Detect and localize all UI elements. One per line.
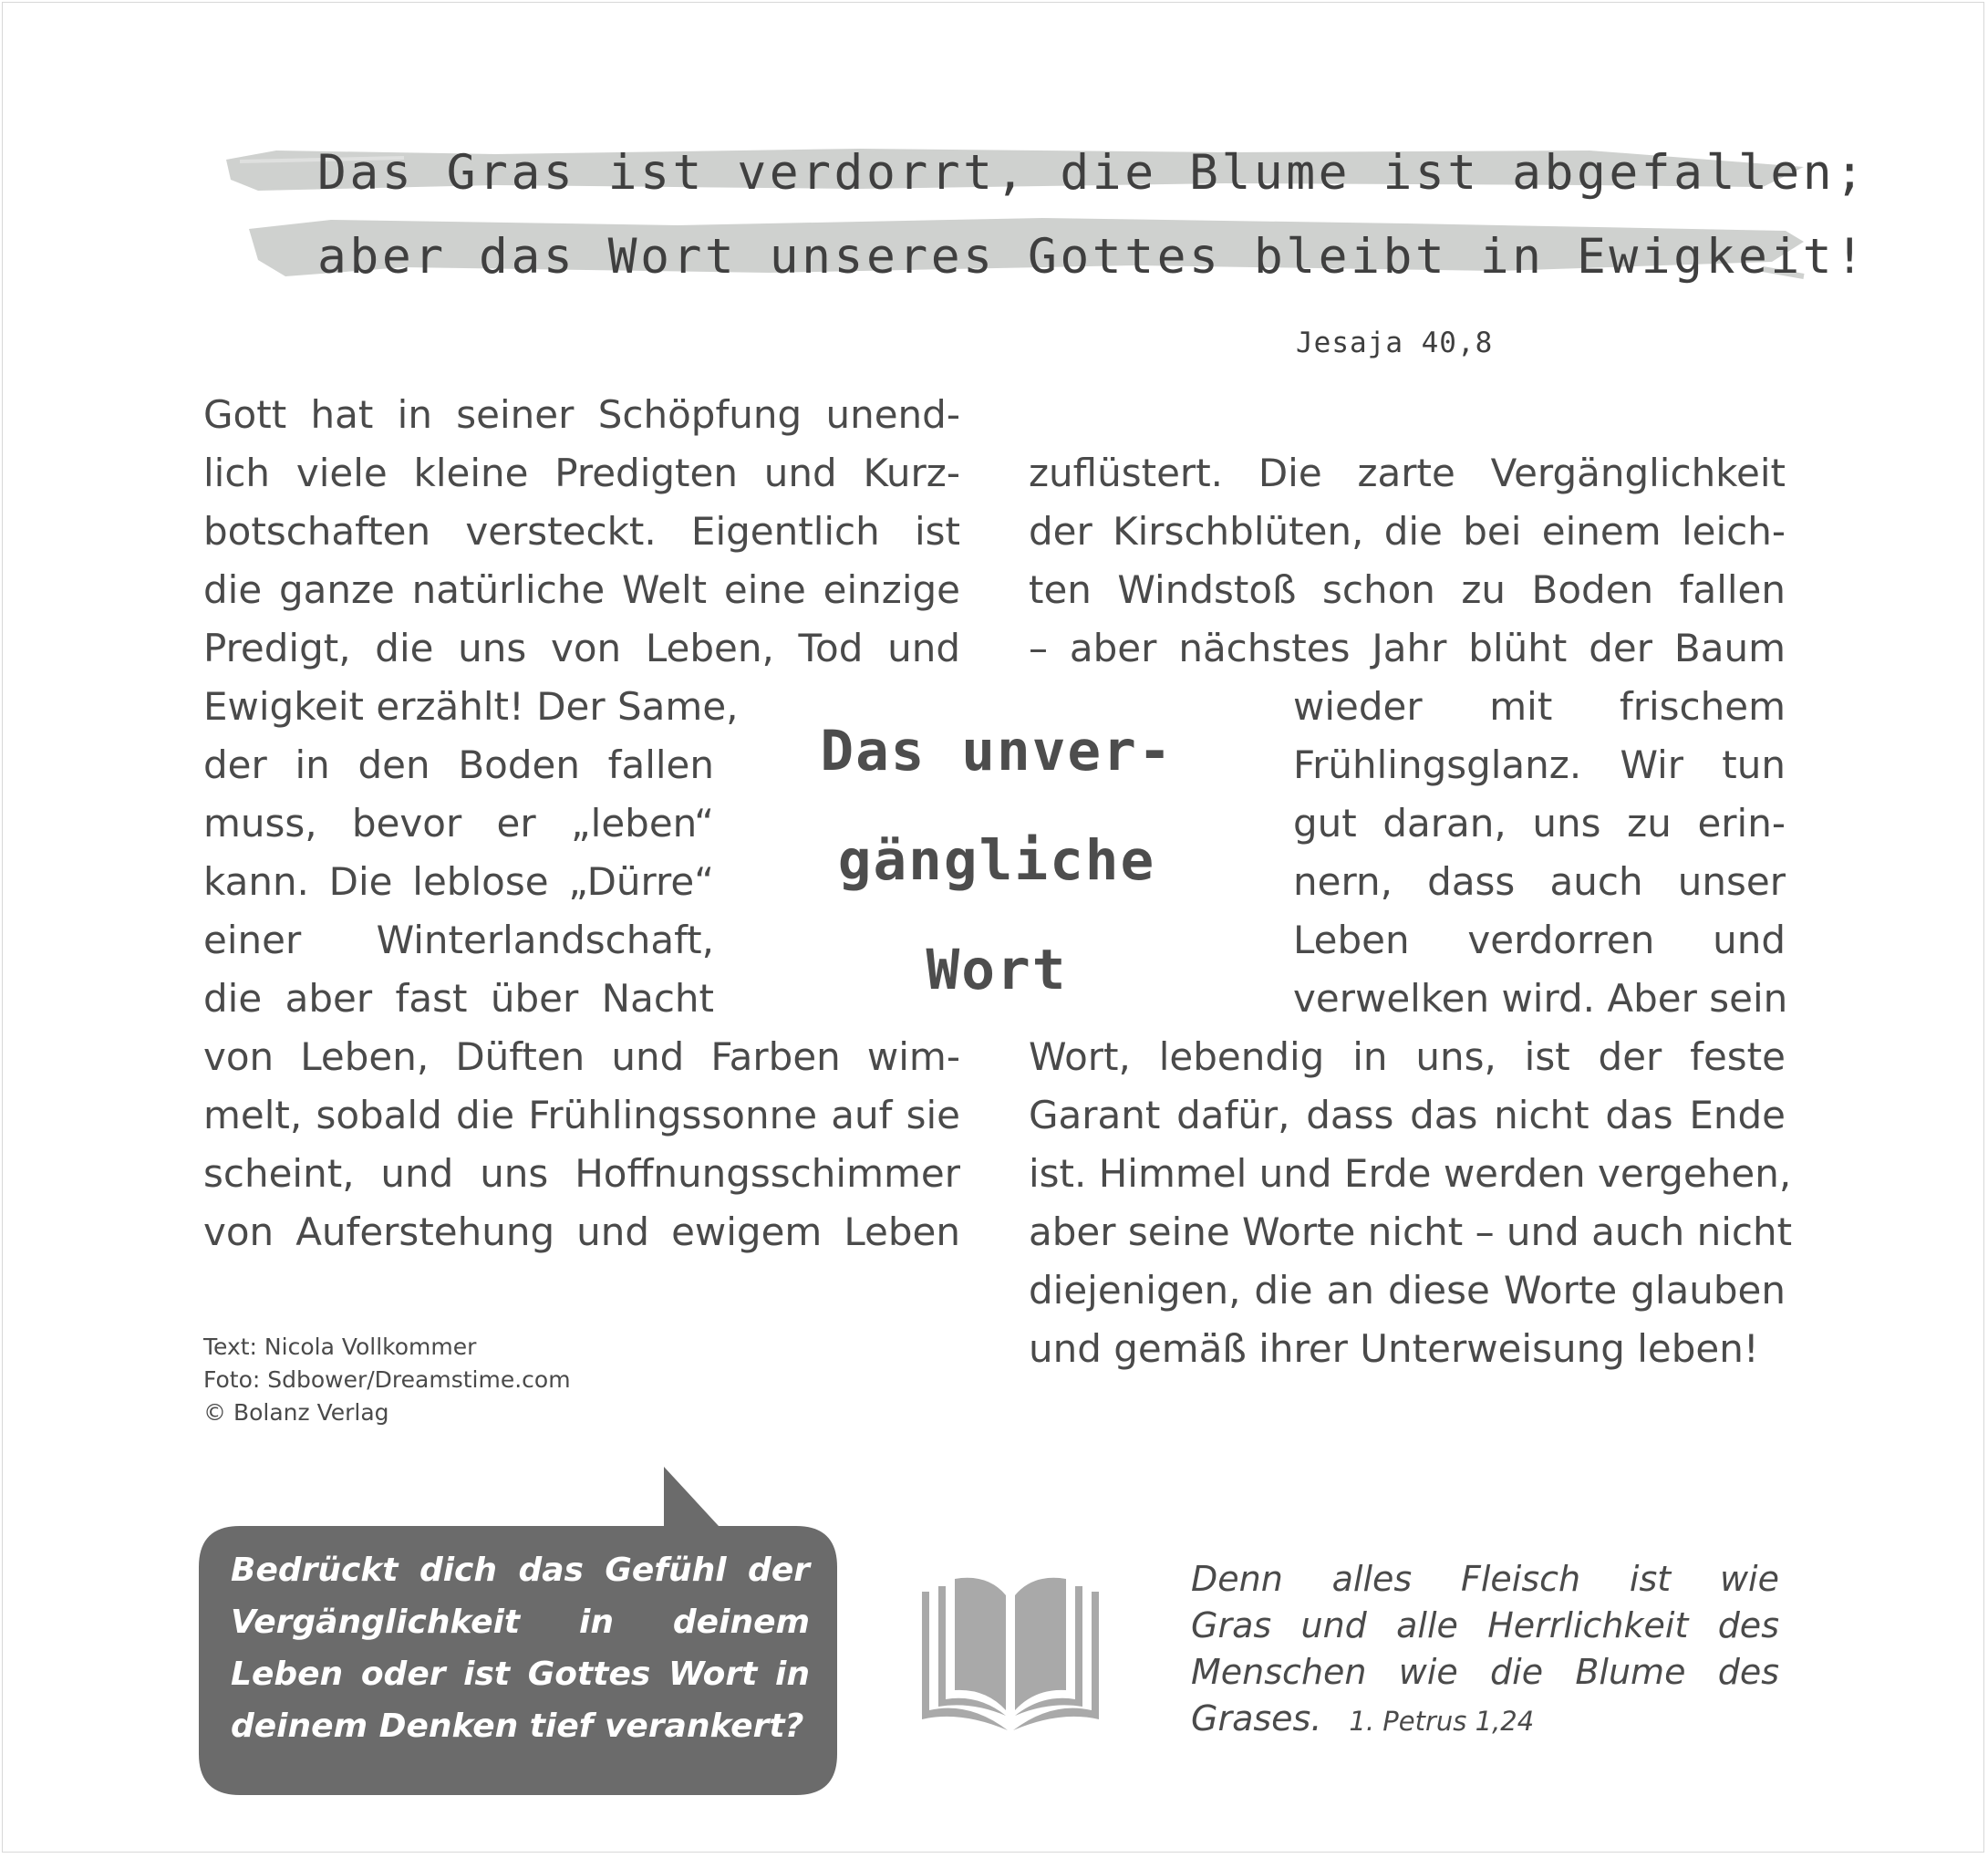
body-line: von Leben, Düften und Farben wim- (203, 1034, 960, 1079)
body-line: die aber fast über Nacht (203, 976, 714, 1021)
body-line: zuflüstert. Die zarte Vergänglichkeit (1029, 451, 1786, 495)
body-line: Predigt, die uns von Leben, Tod und (203, 626, 960, 670)
body-line: scheint, und uns Hoffnungsschimmer (203, 1151, 960, 1196)
body-line: die ganze natürliche Welt eine einzige (203, 567, 960, 612)
body-line: diejenigen, die an diese Worte glauben (1029, 1268, 1786, 1313)
body-line: und gemäß ihrer Unterweisung leben! (1029, 1326, 1759, 1371)
question-line: deinem Denken tief verankert? (231, 1707, 804, 1745)
quote-line: Menschen wie die Blume des (1191, 1652, 1779, 1692)
body-line: – aber nächstes Jahr blüht der Baum (1029, 626, 1786, 670)
question-line: Vergänglichkeit in deinem (231, 1604, 810, 1641)
body-line: Garant dafür, dass das nicht das Ende (1029, 1093, 1786, 1137)
body-line: Leben verdorren und (1293, 918, 1786, 962)
page (2, 2, 1984, 1853)
quote-line: Gras und alle Herrlichkeit des (1191, 1605, 1779, 1645)
quote-line: Denn alles Fleisch ist wie (1191, 1559, 1779, 1599)
verse-reference: Jesaja 40,8 (1296, 327, 1494, 359)
quote-last-line (1191, 1696, 1779, 1745)
body-line: melt, sobald die Frühlingssonne auf sie (203, 1093, 960, 1137)
body-line: einer Winterlandschaft, (203, 918, 714, 962)
credits (203, 1331, 571, 1429)
body-line: Ewigkeit erzählt! Der Same, (203, 684, 739, 729)
credit-text: Text: Nicola Vollkommer (203, 1334, 477, 1360)
body-line: botschaften versteckt. Eigentlich ist (203, 509, 960, 554)
body-line: Frühlingsglanz. Wir tun (1293, 742, 1786, 787)
title-line-1: Das unver- (820, 719, 1174, 784)
body-line: ten Windstoß schon zu Boden fallen (1029, 567, 1786, 612)
body-line: Wort, lebendig in uns, ist der feste (1029, 1034, 1786, 1079)
credit-copyright: © Bolanz Verlag (203, 1399, 389, 1426)
bible-quote (1191, 1556, 1779, 1745)
body-line: nern, dass auch unser (1293, 859, 1786, 904)
question-line: Bedrückt dich das Gefühl der (231, 1552, 810, 1589)
body-line: der Kirschblüten, die bei einem leich- (1029, 509, 1786, 554)
body-line: verwelken wird. Aber sein (1293, 976, 1788, 1021)
verse-line-2: aber das Wort unseres Gottes bleibt in Ewigkeit! (317, 229, 1868, 285)
title-line-2: gängliche (837, 828, 1156, 893)
reflection-question (231, 1544, 810, 1752)
body-line: wieder mit frischem (1293, 684, 1786, 729)
body-line: gut daran, uns zu erin- (1293, 801, 1786, 846)
credit-photo: Foto: Sdbower/Dreamstime.com (203, 1366, 571, 1393)
body-line: von Auferstehung und ewigem Leben (203, 1209, 960, 1254)
body-line: aber seine Worte nicht – und auch nicht (1029, 1209, 1793, 1254)
question-line: Leben oder ist Gottes Wort in (231, 1656, 810, 1693)
body-line: ist. Himmel und Erde werden vergehen, (1029, 1151, 1792, 1196)
body-line: muss, bevor er „leben“ (203, 801, 714, 846)
open-book-icon (915, 1572, 1106, 1740)
quote-reference: 1. Petrus 1,24 (1349, 1706, 1535, 1737)
quote-line: Grases. (1191, 1698, 1322, 1739)
title-line-3: Wort (926, 938, 1068, 1002)
body-line: der in den Boden fallen (203, 742, 714, 787)
verse-line-1: Das Gras ist verdorrt, die Blume ist abgefallen; (317, 145, 1868, 201)
body-line: lich viele kleine Predigten und Kurz- (203, 451, 960, 495)
body-line: kann. Die leblose „Dürre“ (203, 859, 714, 904)
body-line: Gott hat in seiner Schöpfung unend- (203, 392, 960, 437)
